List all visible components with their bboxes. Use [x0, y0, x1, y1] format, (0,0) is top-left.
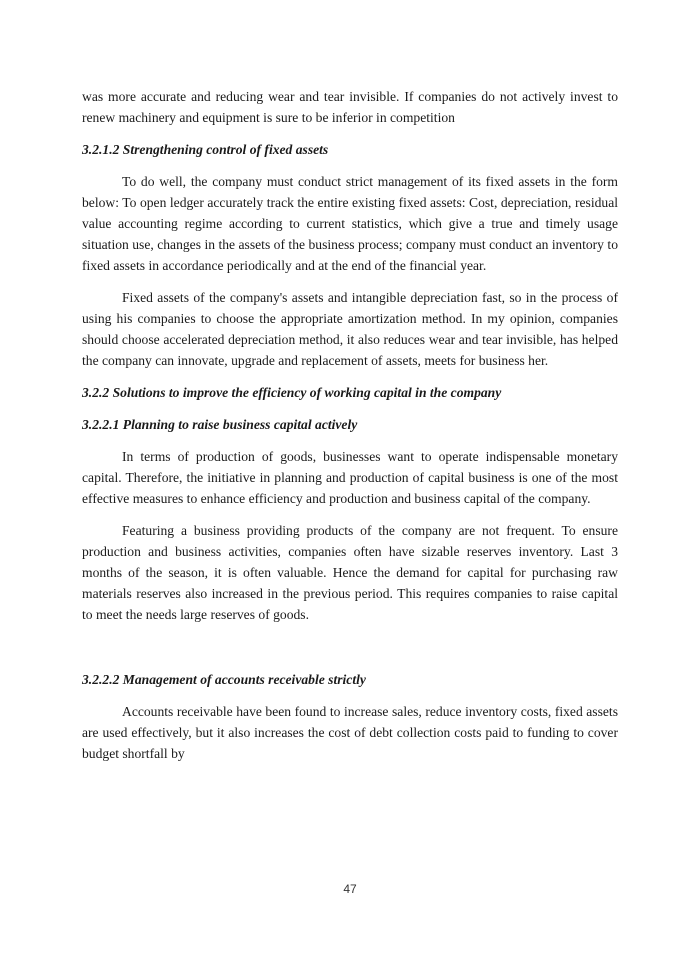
paragraph-fixed-asset-management: To do well, the company must conduct strict management of its fixed assets in the form below: To open ledger accurately track the entire existing fixed assets: Cost, depreciation, residual value accounting regime according to current statistics, which give a true and timely usage situation use, changes in the assets of the business process; company must conduct an inventory to fixed assets in accordance periodically and at the end of the financial year.	[82, 174, 618, 273]
heading-3-2-2: 3.2.2 Solutions to improve the efficiency of working capital in the company	[82, 385, 502, 400]
heading-3-2-2-1: 3.2.2.1 Planning to raise business capital actively	[82, 417, 358, 432]
paragraph-monetary-capital: In terms of production of goods, businesses want to operate indispensable monetary capital. Therefore, the initiative in planning and production of capital business is one of the most effective measures to enhance efficiency and production and business capital of the company.	[82, 449, 618, 506]
page-number: 47	[343, 882, 357, 896]
paragraph-continuation: was more accurate and reducing wear and tear invisible. If companies do not actively invest to renew machinery and equipment is sure to be inferior in competition	[82, 89, 618, 125]
paragraph-depreciation: Fixed assets of the company's assets and intangible depreciation fast, so in the process of using his companies to choose the appropriate amortization method. In my opinion, companies should choose accelerated depreciation method, it also reduces wear and tear invisible, has helped the company can innovate, upgrade and replacement of assets, meets for business her.	[82, 290, 618, 368]
heading-3-2-2-2: 3.2.2.2 Management of accounts receivable strictly	[82, 672, 366, 687]
paragraph-accounts-receivable: Accounts receivable have been found to increase sales, reduce inventory costs, fixed assets are used effectively, but it also increases the cost of debt collection costs paid to funding to cover budget shortfall by	[82, 704, 618, 761]
heading-3-2-1-2: 3.2.1.2 Strengthening control of fixed assets	[82, 142, 329, 157]
paragraph-reserves-inventory: Featuring a business providing products of the company are not frequent. To ensure production and business activities, companies often have sizable reserves inventory. Last 3 months of the season, it is often valuable. Hence the demand for capital for purchasing raw materials reserves also increased in the previous period. This requires companies to raise capital to meet the needs large reserves of goods.	[82, 523, 618, 622]
document-page	[82, 86, 618, 764]
